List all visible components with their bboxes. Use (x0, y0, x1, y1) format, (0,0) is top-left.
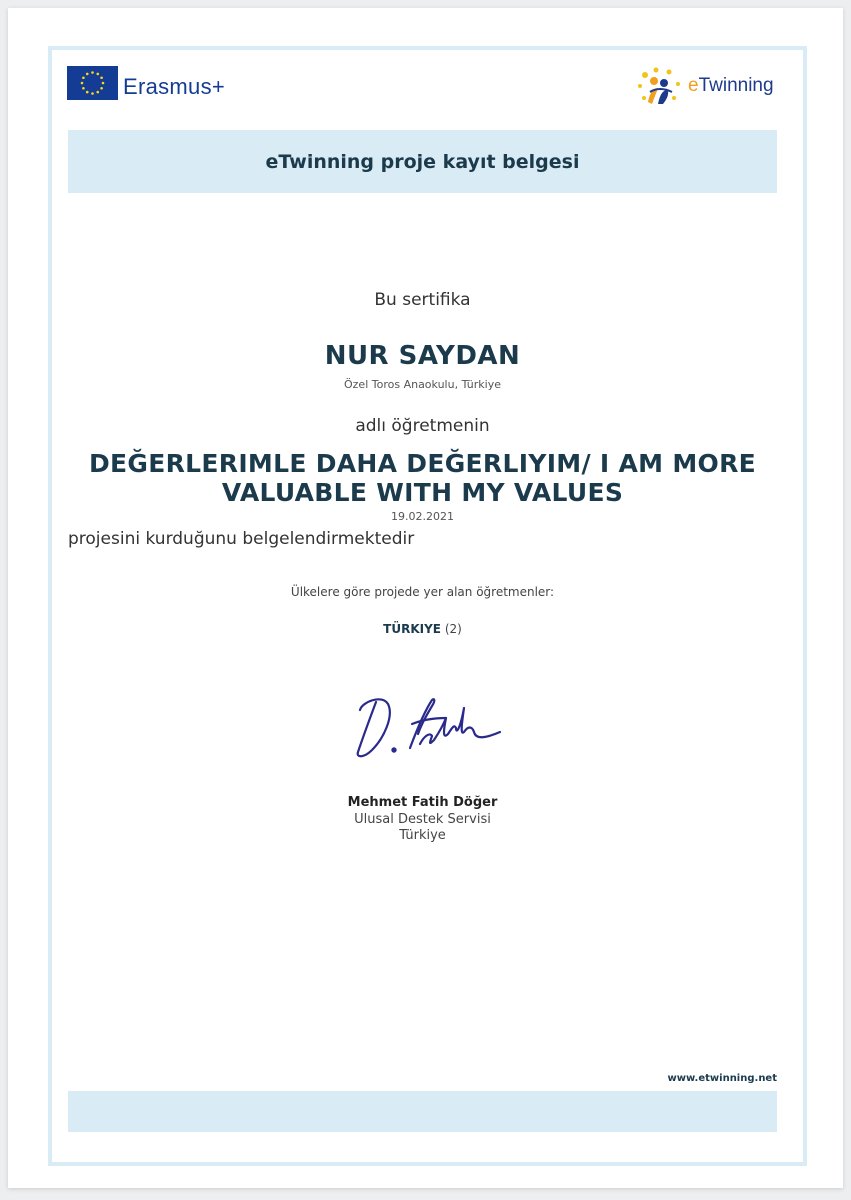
erasmus-logo-text: Erasmus+ (123, 74, 226, 99)
eu-star-icon (102, 82, 105, 85)
website-link[interactable]: www.etwinning.net (667, 1073, 777, 1084)
of-teacher-text: adlı öğretmenin (355, 416, 490, 436)
eu-star-icon (91, 71, 94, 74)
certifies-text: projesini kurduğunu belgelendirmektedir (68, 529, 415, 549)
project-date: 19.02.2021 (391, 510, 454, 523)
eu-star-icon (96, 91, 99, 94)
country-count: (2) (444, 622, 462, 636)
eu-flag-icon (67, 66, 118, 100)
signer-organization: Ulusal Destek Servisi (354, 812, 491, 827)
etwinning-logo (636, 66, 774, 106)
eu-star-icon (96, 73, 99, 76)
eu-star-icon (86, 91, 89, 94)
countries-intro: Ülkelere göre projede yer alan öğretmenler: (290, 585, 555, 599)
eu-star-icon (100, 76, 103, 79)
page-title: eTwinning proje kayıt belgesi (265, 150, 580, 173)
eu-star-icon (86, 73, 89, 76)
eu-star-icon (100, 87, 103, 90)
country-name: TÜRKIYE (383, 622, 441, 636)
erasmus-logo (67, 66, 225, 100)
teacher-name: NUR SAYDAN (324, 341, 521, 371)
project-title: DEĞERLERIMLE DAHA DEĞERLIYIM/ I AM MORE VALUABLE WITH MY VALUES (88, 449, 757, 507)
signature-image (350, 688, 510, 768)
teacher-school: Özel Toros Anaokulu, Türkiye (344, 378, 501, 391)
eu-star-icon (91, 92, 94, 95)
footer-band (68, 1091, 777, 1132)
eu-star-icon (82, 87, 85, 90)
etwinning-figures-icon (636, 66, 684, 106)
country-entry (68, 622, 777, 636)
eu-star-icon (81, 82, 84, 85)
certificate-intro: Bu sertifika (374, 290, 471, 310)
signer-country: Türkiye (399, 828, 446, 843)
signer-role (68, 812, 777, 844)
signer-name: Mehmet Fatih Döğer (347, 795, 498, 810)
etwinning-logo-text: eTwinning (688, 75, 774, 96)
certificate-border (48, 46, 807, 1166)
title-band (68, 130, 777, 193)
eu-star-icon (82, 76, 85, 79)
